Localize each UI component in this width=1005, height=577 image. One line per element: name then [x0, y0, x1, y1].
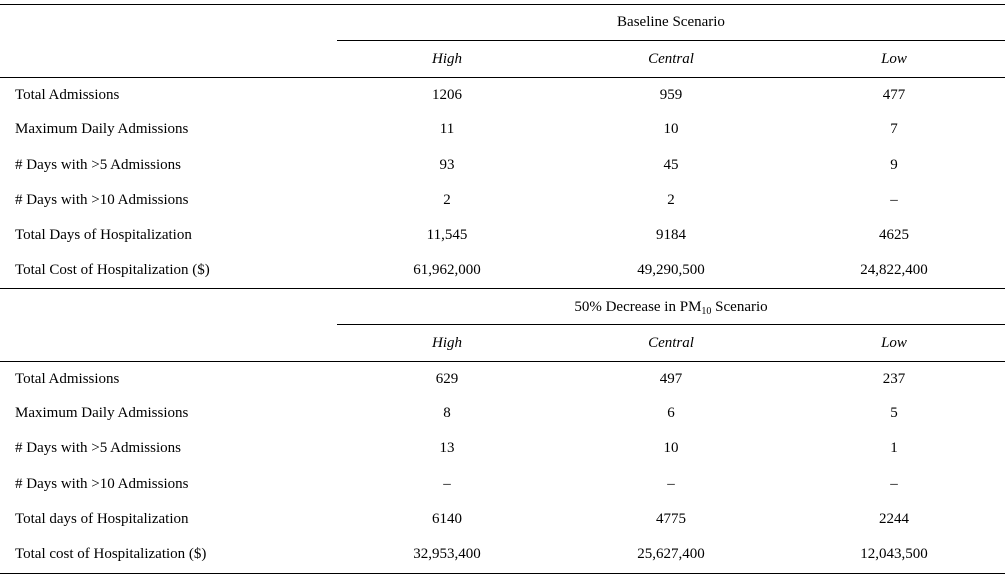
row-label: # Days with >5 Admissions [15, 157, 181, 173]
section-title [337, 297, 1005, 317]
column-header-central: Central [648, 335, 694, 351]
table-cell: – [667, 476, 675, 492]
table-cell: 1206 [432, 87, 462, 103]
section-title: Baseline Scenario [617, 14, 725, 30]
table-cell: 93 [439, 157, 455, 173]
table-cell: 1 [890, 440, 898, 456]
table-cell: 61,962,000 [413, 262, 481, 278]
table-cell: 49,290,500 [637, 262, 705, 278]
section-title-prefix: 50% Decrease in PM [574, 299, 702, 315]
table-cell: 11,545 [426, 227, 468, 243]
row-label: # Days with >5 Admissions [15, 440, 181, 456]
table-cell: 7 [890, 121, 898, 137]
table-cell: 6 [667, 405, 675, 421]
row-label: Maximum Daily Admissions [15, 121, 189, 137]
row-label: Maximum Daily Admissions [15, 405, 189, 421]
table-cell: 629 [435, 371, 459, 387]
table-cell: 13 [439, 440, 455, 456]
column-header-high: High [432, 51, 462, 67]
row-label: Total Admissions [15, 87, 120, 103]
column-header-rule-1 [0, 77, 1005, 78]
column-header-rule-2 [0, 361, 1005, 362]
table-cell: 8 [443, 405, 451, 421]
table-cell: 12,043,500 [860, 546, 928, 562]
row-label: # Days with >10 Admissions [15, 192, 189, 208]
table-cell: 32,953,400 [413, 546, 481, 562]
table-cell: 10 [663, 121, 679, 137]
bottom-rule [0, 573, 1005, 574]
top-rule [0, 4, 1005, 5]
section-title-suffix: Scenario [711, 299, 768, 315]
table-cell: – [890, 192, 898, 208]
table-cell: 4775 [656, 511, 686, 527]
row-label: Total days of Hospitalization [15, 511, 189, 527]
table-cell: – [443, 476, 451, 492]
table-cell: 11 [439, 121, 455, 137]
row-label: Total Days of Hospitalization [15, 227, 192, 243]
row-label: Total Cost of Hospitalization ($) [15, 262, 210, 278]
column-header-high: High [432, 335, 462, 351]
table-cell: 237 [882, 371, 906, 387]
table-cell: 2244 [879, 511, 909, 527]
table-cell: 25,627,400 [637, 546, 705, 562]
column-header-low: Low [881, 335, 907, 351]
row-label: Total cost of Hospitalization ($) [15, 546, 207, 562]
table-cell: 45 [663, 157, 679, 173]
table-cell: 9 [890, 157, 898, 173]
table-cell: 497 [659, 371, 683, 387]
table-cell: 2 [443, 192, 451, 208]
table-cell: 477 [882, 87, 906, 103]
table-cell: – [890, 476, 898, 492]
table-cell: 6140 [432, 511, 462, 527]
section-1-header-rule [337, 40, 1005, 41]
table-cell: 2 [667, 192, 675, 208]
row-label: Total Admissions [15, 371, 120, 387]
section-divider-rule [0, 288, 1005, 289]
table-cell: 24,822,400 [860, 262, 928, 278]
table-cell: 9184 [656, 227, 686, 243]
row-label: # Days with >10 Admissions [15, 476, 189, 492]
table-cell: 4625 [879, 227, 909, 243]
section-2-header-rule [337, 324, 1005, 325]
column-header-low: Low [881, 51, 907, 67]
table-cell: 959 [659, 87, 683, 103]
section-title-subscript: 10 [701, 306, 712, 317]
column-header-central: Central [648, 51, 694, 67]
table-cell: 5 [890, 405, 898, 421]
table-cell: 10 [663, 440, 679, 456]
